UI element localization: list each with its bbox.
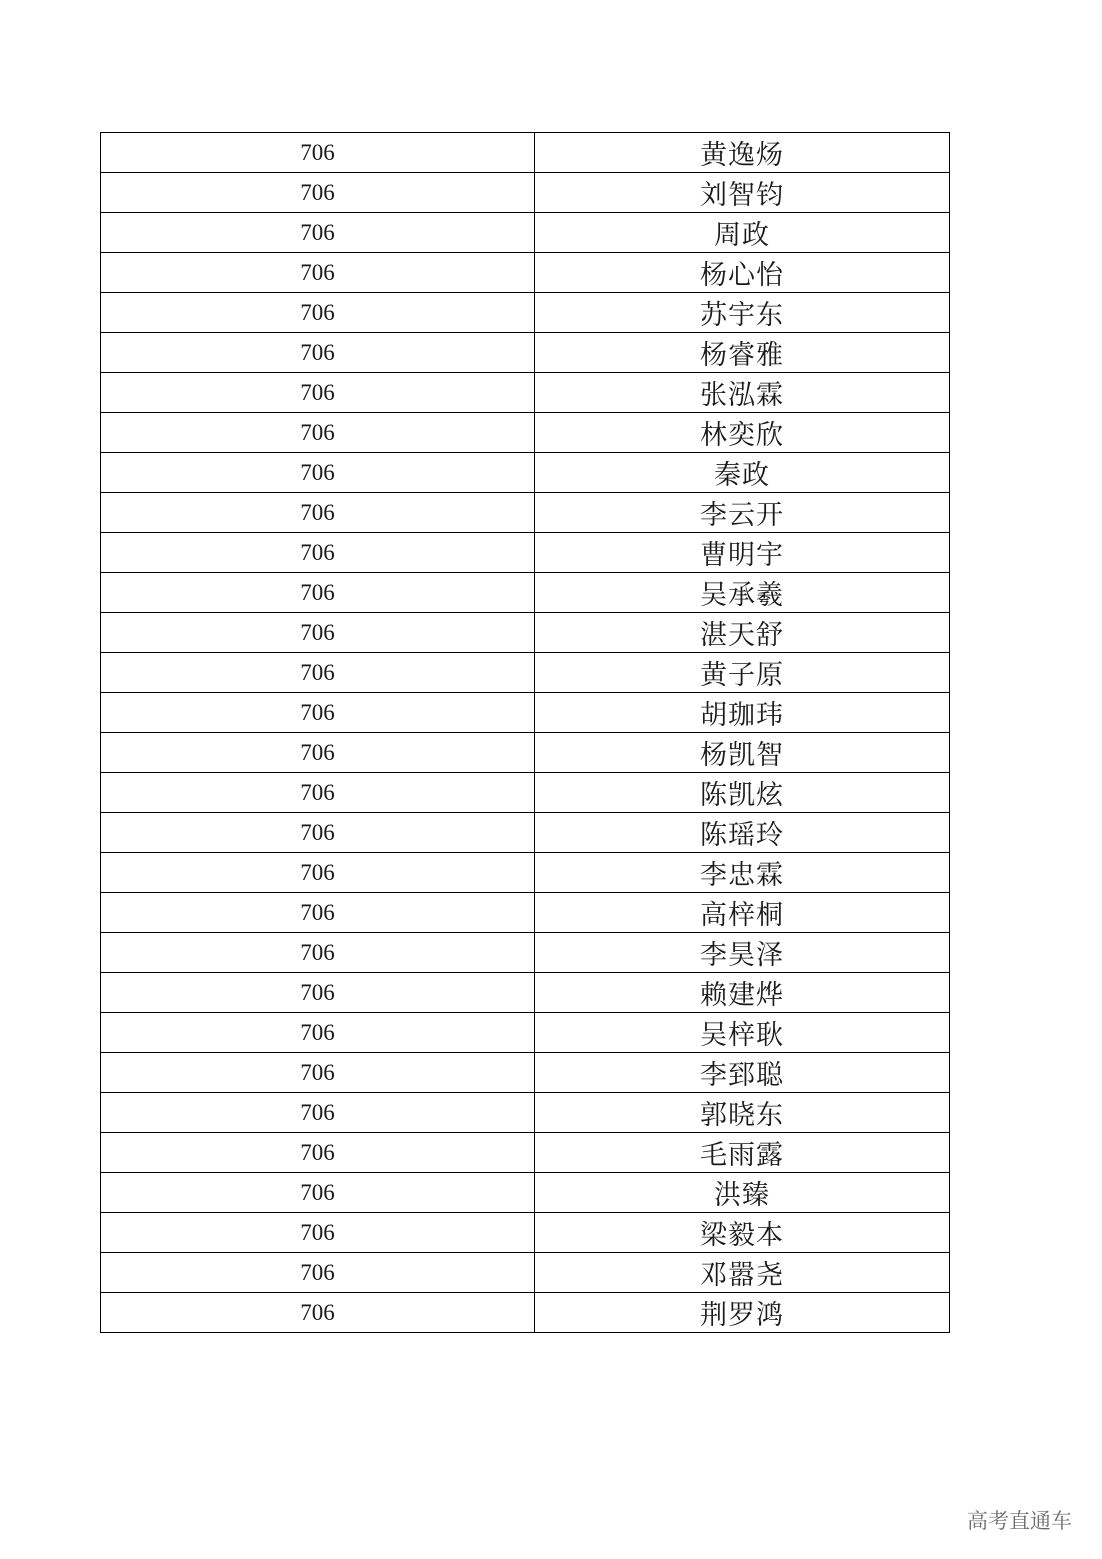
name-cell: 周政 (535, 213, 950, 253)
score-cell: 706 (101, 133, 535, 173)
name-cell: 秦政 (535, 453, 950, 493)
table-row (101, 533, 950, 573)
name-cell: 梁毅本 (535, 1213, 950, 1253)
name-cell: 李云开 (535, 493, 950, 533)
name-cell: 荆罗鸿 (535, 1293, 950, 1333)
table-row (101, 373, 950, 413)
score-cell: 706 (101, 733, 535, 773)
score-cell: 706 (101, 1173, 535, 1213)
score-cell: 706 (101, 813, 535, 853)
name-cell: 苏宇东 (535, 293, 950, 333)
score-cell: 706 (101, 373, 535, 413)
score-cell: 706 (101, 573, 535, 613)
table-row (101, 973, 950, 1013)
table-row (101, 253, 950, 293)
name-cell: 洪臻 (535, 1173, 950, 1213)
score-cell: 706 (101, 893, 535, 933)
table-row (101, 1173, 950, 1213)
score-cell: 706 (101, 773, 535, 813)
score-cell: 706 (101, 1253, 535, 1293)
table-row (101, 573, 950, 613)
score-cell: 706 (101, 693, 535, 733)
name-cell: 李郅聪 (535, 1053, 950, 1093)
name-cell: 曹明宇 (535, 533, 950, 573)
table-row (101, 1293, 950, 1333)
score-cell: 706 (101, 613, 535, 653)
table-row (101, 213, 950, 253)
name-cell: 吴梓耿 (535, 1013, 950, 1053)
table-row (101, 933, 950, 973)
name-cell: 陈凯炫 (535, 773, 950, 813)
table-row (101, 733, 950, 773)
score-cell: 706 (101, 1213, 535, 1253)
score-cell: 706 (101, 933, 535, 973)
name-cell: 李忠霖 (535, 853, 950, 893)
name-cell: 杨心怡 (535, 253, 950, 293)
score-cell: 706 (101, 453, 535, 493)
name-cell: 邓嚣尧 (535, 1253, 950, 1293)
name-cell: 杨凯智 (535, 733, 950, 773)
table-row (101, 493, 950, 533)
name-cell: 李昊泽 (535, 933, 950, 973)
table-row (101, 413, 950, 453)
score-cell: 706 (101, 493, 535, 533)
score-cell: 706 (101, 293, 535, 333)
name-cell: 黄子原 (535, 653, 950, 693)
name-cell: 杨睿雅 (535, 333, 950, 373)
table-row (101, 1013, 950, 1053)
table-row (101, 333, 950, 373)
name-cell: 郭晓东 (535, 1093, 950, 1133)
score-cell: 706 (101, 413, 535, 453)
name-cell: 林奕欣 (535, 413, 950, 453)
score-cell: 706 (101, 1133, 535, 1173)
name-cell: 赖建烨 (535, 973, 950, 1013)
score-cell: 706 (101, 853, 535, 893)
name-cell: 胡珈玮 (535, 693, 950, 733)
name-cell: 高梓桐 (535, 893, 950, 933)
score-cell: 706 (101, 1053, 535, 1093)
name-cell: 毛雨露 (535, 1133, 950, 1173)
table-row (101, 613, 950, 653)
score-cell: 706 (101, 213, 535, 253)
table-body (101, 133, 950, 1333)
score-cell: 706 (101, 653, 535, 693)
score-cell: 706 (101, 253, 535, 293)
name-cell: 张泓霖 (535, 373, 950, 413)
watermark-text: 高考直通车 (967, 1509, 1072, 1533)
table-row (101, 1253, 950, 1293)
table-row (101, 1213, 950, 1253)
table-row (101, 133, 950, 173)
name-cell: 吴承羲 (535, 573, 950, 613)
table-row (101, 1093, 950, 1133)
score-cell: 706 (101, 173, 535, 213)
table-row (101, 813, 950, 853)
score-cell: 706 (101, 333, 535, 373)
name-cell: 陈瑶玲 (535, 813, 950, 853)
score-cell: 706 (101, 1013, 535, 1053)
table-row (101, 773, 950, 813)
name-cell: 湛天舒 (535, 613, 950, 653)
table-row (101, 653, 950, 693)
name-cell: 刘智钧 (535, 173, 950, 213)
table-row (101, 1053, 950, 1093)
name-cell: 黄逸炀 (535, 133, 950, 173)
score-cell: 706 (101, 533, 535, 573)
table-row (101, 693, 950, 733)
table-row (101, 1133, 950, 1173)
score-cell: 706 (101, 973, 535, 1013)
table-row (101, 173, 950, 213)
score-cell: 706 (101, 1293, 535, 1333)
table-row (101, 893, 950, 933)
score-cell: 706 (101, 1093, 535, 1133)
score-table (100, 132, 950, 1333)
table-row (101, 853, 950, 893)
table-row (101, 293, 950, 333)
table-row (101, 453, 950, 493)
